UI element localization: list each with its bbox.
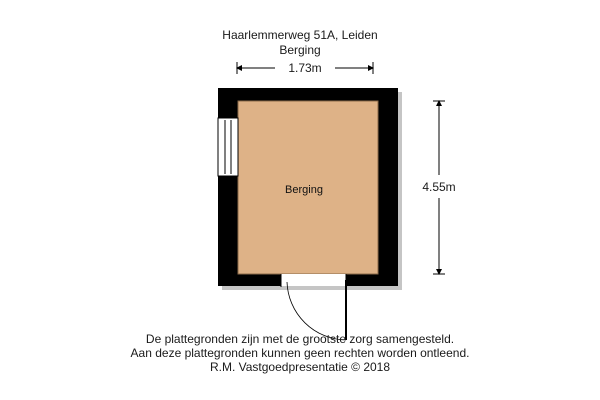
plan-address-title: Haarlemmerweg 51A, Leiden [222, 28, 378, 42]
room-label: Berging [285, 184, 323, 196]
copyright-line: R.M. Vastgoedpresentatie © 2018 [209, 360, 391, 374]
disclaimer-line-2: Aan deze plattegronden kunnen geen rechten worden ontleend. [130, 346, 470, 360]
disclaimer-line-1: De plattegronden zijn met de grootste zorg samengesteld. [145, 332, 455, 346]
window [218, 118, 238, 176]
plan-room-title: Berging [279, 43, 321, 57]
door [281, 274, 346, 340]
height-dimension-label: 4.55m [422, 180, 456, 194]
width-dimension-label: 1.73m [288, 61, 322, 75]
